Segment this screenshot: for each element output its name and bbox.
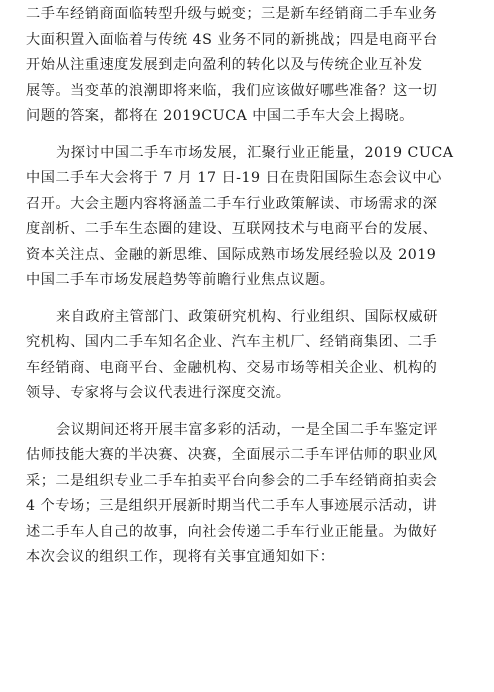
text-line: 开始从注重速度发展到走向盈利的转化以及与传统企业互补发: [26, 57, 423, 73]
text-line: 究机构、国内二手车知名企业、汽车主机厂、经销商集团、二手: [26, 334, 438, 350]
paragraph-participants: [26, 305, 468, 407]
text-line: 中国二手车市场发展趋势等前瞻行业焦点议题。: [26, 272, 335, 288]
paragraph-gap: [26, 294, 468, 305]
text-line: 二手车经销商面临转型升级与蜕变；三是新车经销商二手车业务: [26, 6, 438, 22]
paragraph-gap: [26, 130, 468, 141]
text-line: 展等。当变革的浪潮即将来临，我们应该做好哪些准备？这一切: [26, 82, 438, 99]
text-line: 资本关注点、金融的新思维、国际成熟市场发展经验以及 2019: [26, 246, 437, 263]
text-line: 度剖析、二手车生态圈的建设、互联网技术与电商平台的发展、: [26, 221, 438, 237]
text-line: 估师技能大赛的半决赛、决赛，全面展示二手车评估师的职业风: [26, 447, 438, 463]
text-line: 大面积置入面临着与传统 4S 业务不同的新挑战；四是电商平台: [26, 31, 438, 48]
paragraph-conference-intro: [26, 141, 468, 294]
text-line: 采；二是组织专业二手车拍卖平台向参会的二手车经销商拍卖会: [26, 472, 438, 489]
paragraph-gap: [26, 407, 468, 418]
text-line: 为探讨中国二手车市场发展，汇聚行业正能量，2019 CUCA: [56, 144, 454, 161]
text-line: 问题的答案，都将在 2019CUCA 中国二手车大会上揭晓。: [26, 108, 414, 124]
text-line: 述二手车人自己的故事，向社会传递二手车行业正能量。为做好: [26, 523, 438, 540]
text-line: 中国二手车大会将于 7 月 17 日-19 日在贵阳国际生态会议中心: [26, 170, 442, 186]
text-line: 召开。大会主题内容将涵盖二手车行业政策解读、市场需求的深: [26, 195, 438, 212]
paragraph-activities: [26, 418, 468, 571]
text-line: 领导、专家将与会议代表进行深度交流。: [26, 385, 291, 401]
text-line: 来自政府主管部门、政策研究机构、行业组织、国际权威研: [56, 308, 438, 325]
text-line: 会议期间还将开展丰富多彩的活动，一是全国二手车鉴定评: [56, 421, 438, 438]
text-line: 4 个专场；三是组织开展新时期当代二手车人事迹展示活动，讲: [26, 498, 438, 514]
paragraph-trends: [26, 2, 468, 130]
text-line: 本次会议的组织工作，现将有关事宜通知如下：: [26, 549, 335, 565]
text-line: 车经销商、电商平台、金融机构、交易市场等相关企业、机构的: [26, 359, 438, 376]
